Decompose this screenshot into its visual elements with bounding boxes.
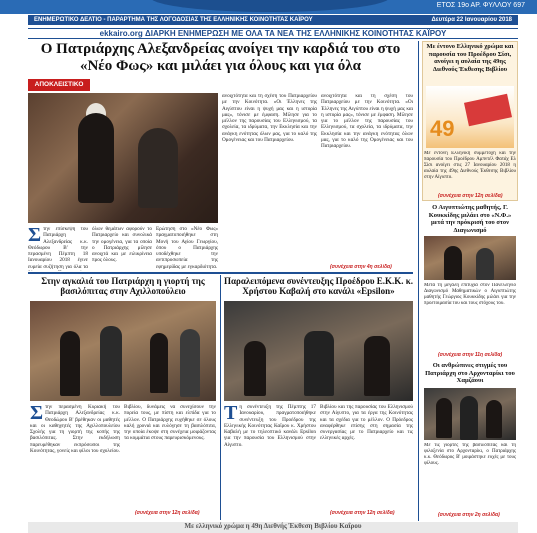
publication-date: Δευτέρα 22 Ιανουαρίου 2018 <box>431 17 512 23</box>
sidebar-title-1: Με έντονο Ελληνικό χρώμα και παρουσία του Προέδρου Σίσι, ανοίγει η αυλαία της 49ης Διεθνούς Έκθεσης Βιβλίου <box>426 43 514 73</box>
photo-person <box>436 398 452 438</box>
book-graphic <box>464 94 512 127</box>
interviewer-figure <box>138 128 178 208</box>
sidebar-text-2: Μετά τη μεγάλη επιτυχία στον Πανελλήνιο Διαγωνισμό Μαθηματικών ο Αιγυπτιώτης μαθητής Γεώργιος Κουκκίδης μιλάει για την προετοιμασία του και τους στόχους του. <box>424 283 516 306</box>
section-1-text-2: Βιβλίου, δυνάμεις να συνεχίσουν την πορεία τους, με πίστη και ελπίδα για το μέλλον. Ο Πατριάρχης ευχήθηκε σε όλους καλή χρονιά και ευλόγησε τη βασιλόπιτα, την οποία έκοψε στη συνέχεια μοιράζοντας τα κομμάτια στους παρευρισκόμενους. <box>124 404 216 442</box>
lead-column-1: Στην επίσκεψη του Πατριάρχη Αλεξανδρείας κ.κ. Θεόδωρου Β' την περασμένη Πέμπτη 18 Ιανουαρίου 2018 έγινε ευρεία συζήτηση για όλα τα <box>28 226 88 270</box>
column-divider <box>220 275 221 520</box>
newspaper-logo <box>150 0 390 12</box>
lead-headline: Ο Πατριάρχης Αλεξανδρείας ανοίγει την καρδιά του στο «Νέο Φως» και μιλάει για όλους και για όλα <box>40 41 401 74</box>
bookfair-number: 49 <box>430 116 455 141</box>
section-1-continued[interactable]: (συνέχεια στην 12η σελίδα) <box>135 510 200 516</box>
lead-photo <box>28 93 218 223</box>
masthead <box>0 0 537 14</box>
sidebar-divider <box>418 41 419 521</box>
sidebar-title-2: Ο Αιγυπτιώτης μαθητής, Γ. Κουκκίδης μιλάει στο «Ν.Φ.» μετά την πρόκρισή του στον Διαγωνισμό <box>428 204 512 234</box>
issue-number: ΕΤΟΣ 19ο ΑΡ. ΦΥΛΛΟΥ 697 <box>436 2 525 9</box>
lead-column-5: ανοιχτότητα και τη σχέση του Πατριαρχείου με την Κοινότητα. «Οι Έλληνες της Αιγύπτου είναι η ψυχή μας και η ιστορία μας», τόνισε με έμφαση. Μίλησε για το μέλλον της παρουσίας του Ελληνισμού, τα σχολεία, τα ιδρύματα, την Εκκλησία και την ανάγκη ενότητας όλων μας, για το καλό της Ομογένειας και του Πατριαρχείου. <box>321 93 413 150</box>
bookfair-poster <box>426 86 514 148</box>
patriarch-figure <box>78 113 114 203</box>
publication-bar <box>28 15 518 25</box>
website-banner[interactable]: ekkairo.org ΔΙΑΡΚΗ ΕΝΗΜΕΡΩΣΗ ΜΕ ΟΛΑ ΤΑ ΝΕΑ ΤΗΣ ΕΛΛΗΝΙΚΗΣ ΚΟΙΝΟΤΗΤΑΣ ΚΑΪΡΟΥ <box>28 28 518 39</box>
sidebar-title-3: Οι ανθρώπινες στιγμές του Πατριάρχη στο Αρχονταρίκι του Χαμζάουι <box>425 362 515 384</box>
sidebar-continued-3[interactable]: (συνέχεια στην 2η σελίδα) <box>438 512 500 518</box>
sidebar-text-1: Με έντονη Ελληνική συμμετοχή και την παρουσία του Προέδρου Αμπντέλ Φατάχ Ελ Σίσι ανοίγει στις 27 Ιανουαρίου 2018 η αυλαία της 49ης Διεθνούς Έκθεσης Βιβλίου στην Αίγυπτο. <box>424 151 516 180</box>
photo-person <box>460 396 478 440</box>
photo-person <box>304 331 334 396</box>
sidebar-photo-2 <box>424 236 516 280</box>
section-2-title: Παραλειπόμενα συνέντευξης Προέδρου Ε.Κ.Κ. κ. Χρήστου Καβαλή στο κανάλι «Epsilon» <box>224 276 414 296</box>
sidebar-continued-1[interactable]: (συνέχεια στην 12η σελίδα) <box>438 193 503 199</box>
section-2-text-2: Βιβλίου και της παρουσίας του Ελληνισμού στην Αίγυπτο, για τα έργα της Κοινότητας και τα σχέδια για το μέλλον. Ο Πρόεδρος αναφέρθηκε επίσης στη σημασία της συνεργασίας με το Πατριαρχείο και τις ελληνικές αρχές. <box>320 404 413 442</box>
bottom-headline-strip: Με ελληνικό χρώμα η 49η Διεθνής Έκθεση Βιβλίου Καΐρου <box>28 522 518 533</box>
lead-column-3: Ερώτηση στο «Νέο Φως» πραγματοποιήθηκε στη Μονή του Αγίου Γεωργίου, όπου ο Πατριάρχης υποδέχθηκε την αντιπροσωπεία της εφημερίδας με εγκαρδιότητα. <box>156 226 218 270</box>
photo-person <box>244 341 266 396</box>
sidebar-photo-3 <box>424 388 516 440</box>
photo-person <box>364 336 390 396</box>
section-2-photo <box>224 301 413 401</box>
section-1-text: Στην περασμένη Κυριακή του Πατριάρχη Αλεξανδρείας κ.κ. Θεοδώρου Β' βρέθηκαν οι μαθητές και οι καθηγητές της Αχιλλοπουλείου Σχολής για τη γιορτή της κοπής της βασιλόπιτας. Στην εκδήλωση παρευρέθηκαν εκπρόσωποι της Κοινότητας, γονείς και φίλοι του σχολείου. <box>30 404 120 455</box>
lead-column-2: όλων θεμάτων αφορούν το Πατριαρχείο και συνολικά την ομογένεια, για τα οποία ο Πατριάρχης μίλησε ανοιχτά και με ειλικρίνεια προς όλους. <box>92 226 152 264</box>
sidebar-continued-2[interactable]: (συνέχεια στην 11η σελίδα) <box>438 352 503 358</box>
drop-cap: Σ <box>28 226 42 246</box>
publication-description: ΕΝΗΜΕΡΩΤΙΚΟ ΔΕΛΤΙΟ - ΠΑΡΑΡΤΗΜΑ ΤΗΣ ΛΟΓΟΔΟΣΙΑΣ ΤΗΣ ΕΛΛΗΝΙΚΗΣ ΚΟΙΝΟΤΗΤΑΣ ΚΑΪΡΟΥ <box>34 17 313 23</box>
photo-person <box>486 400 502 438</box>
section-2-text: Τη συνέντευξη της Πέμπτης 17 Ιανουαρίου, πραγματοποιήθηκε συνέντευξη του Προέδρου της Ελληνικής Κοινότητας Καΐρου κ. Χρήστου Καβαλή με το τηλεοπτικό κανάλι Epsilon για την παρουσία του Ελληνισμού στην Αίγυπτο. <box>224 404 316 448</box>
section-2-continued[interactable]: (συνέχεια στην 12η σελίδα) <box>330 510 395 516</box>
sidebar-text-3: Με τις γιορτές της βασιλόπιτας και τη φιλοξενία στο Αρχονταρίκι, ο Πατριάρχης κ.κ. Θεόδωρος Β' μοιράστηκε ευχές με τους φίλους. <box>424 443 516 466</box>
lead-continued[interactable]: (συνέχεια στην 4η σελίδα) <box>330 264 392 270</box>
photo-person <box>100 326 122 396</box>
drop-cap: Σ <box>30 404 44 424</box>
photo-person <box>60 331 80 396</box>
section-1-title: Στην αγκαλιά του Πατριάρχη η γιορτή της βασιλόπιτας στην Αχιλλοπούλειο <box>41 276 205 296</box>
drop-cap: Τ <box>224 404 238 424</box>
lead-column-4: ανοιχτότητα και τη σχέση του Πατριαρχείου με την Κοινότητα. «Οι Έλληνες της Αιγύπτου είναι η ψυχή μας και η ιστορία μας», τόνισε με έμφαση. Μίλησε για το μέλλον της παρουσίας του Ελληνισμού, τα σχολεία, τα ιδρύματα, την Εκκλησία και την ανάγκη ενότητας όλων μας, για το καλό της Ομογένειας και του Πατριαρχείου. <box>222 93 317 144</box>
exclusive-badge: ΑΠΟΚΛΕΙΣΤΙΚΟ <box>28 79 90 91</box>
photo-person <box>150 333 168 393</box>
section-divider <box>28 272 413 274</box>
section-1-photo <box>30 301 216 401</box>
photo-person <box>476 248 494 280</box>
photo-person <box>180 329 200 397</box>
photo-person <box>444 246 462 280</box>
